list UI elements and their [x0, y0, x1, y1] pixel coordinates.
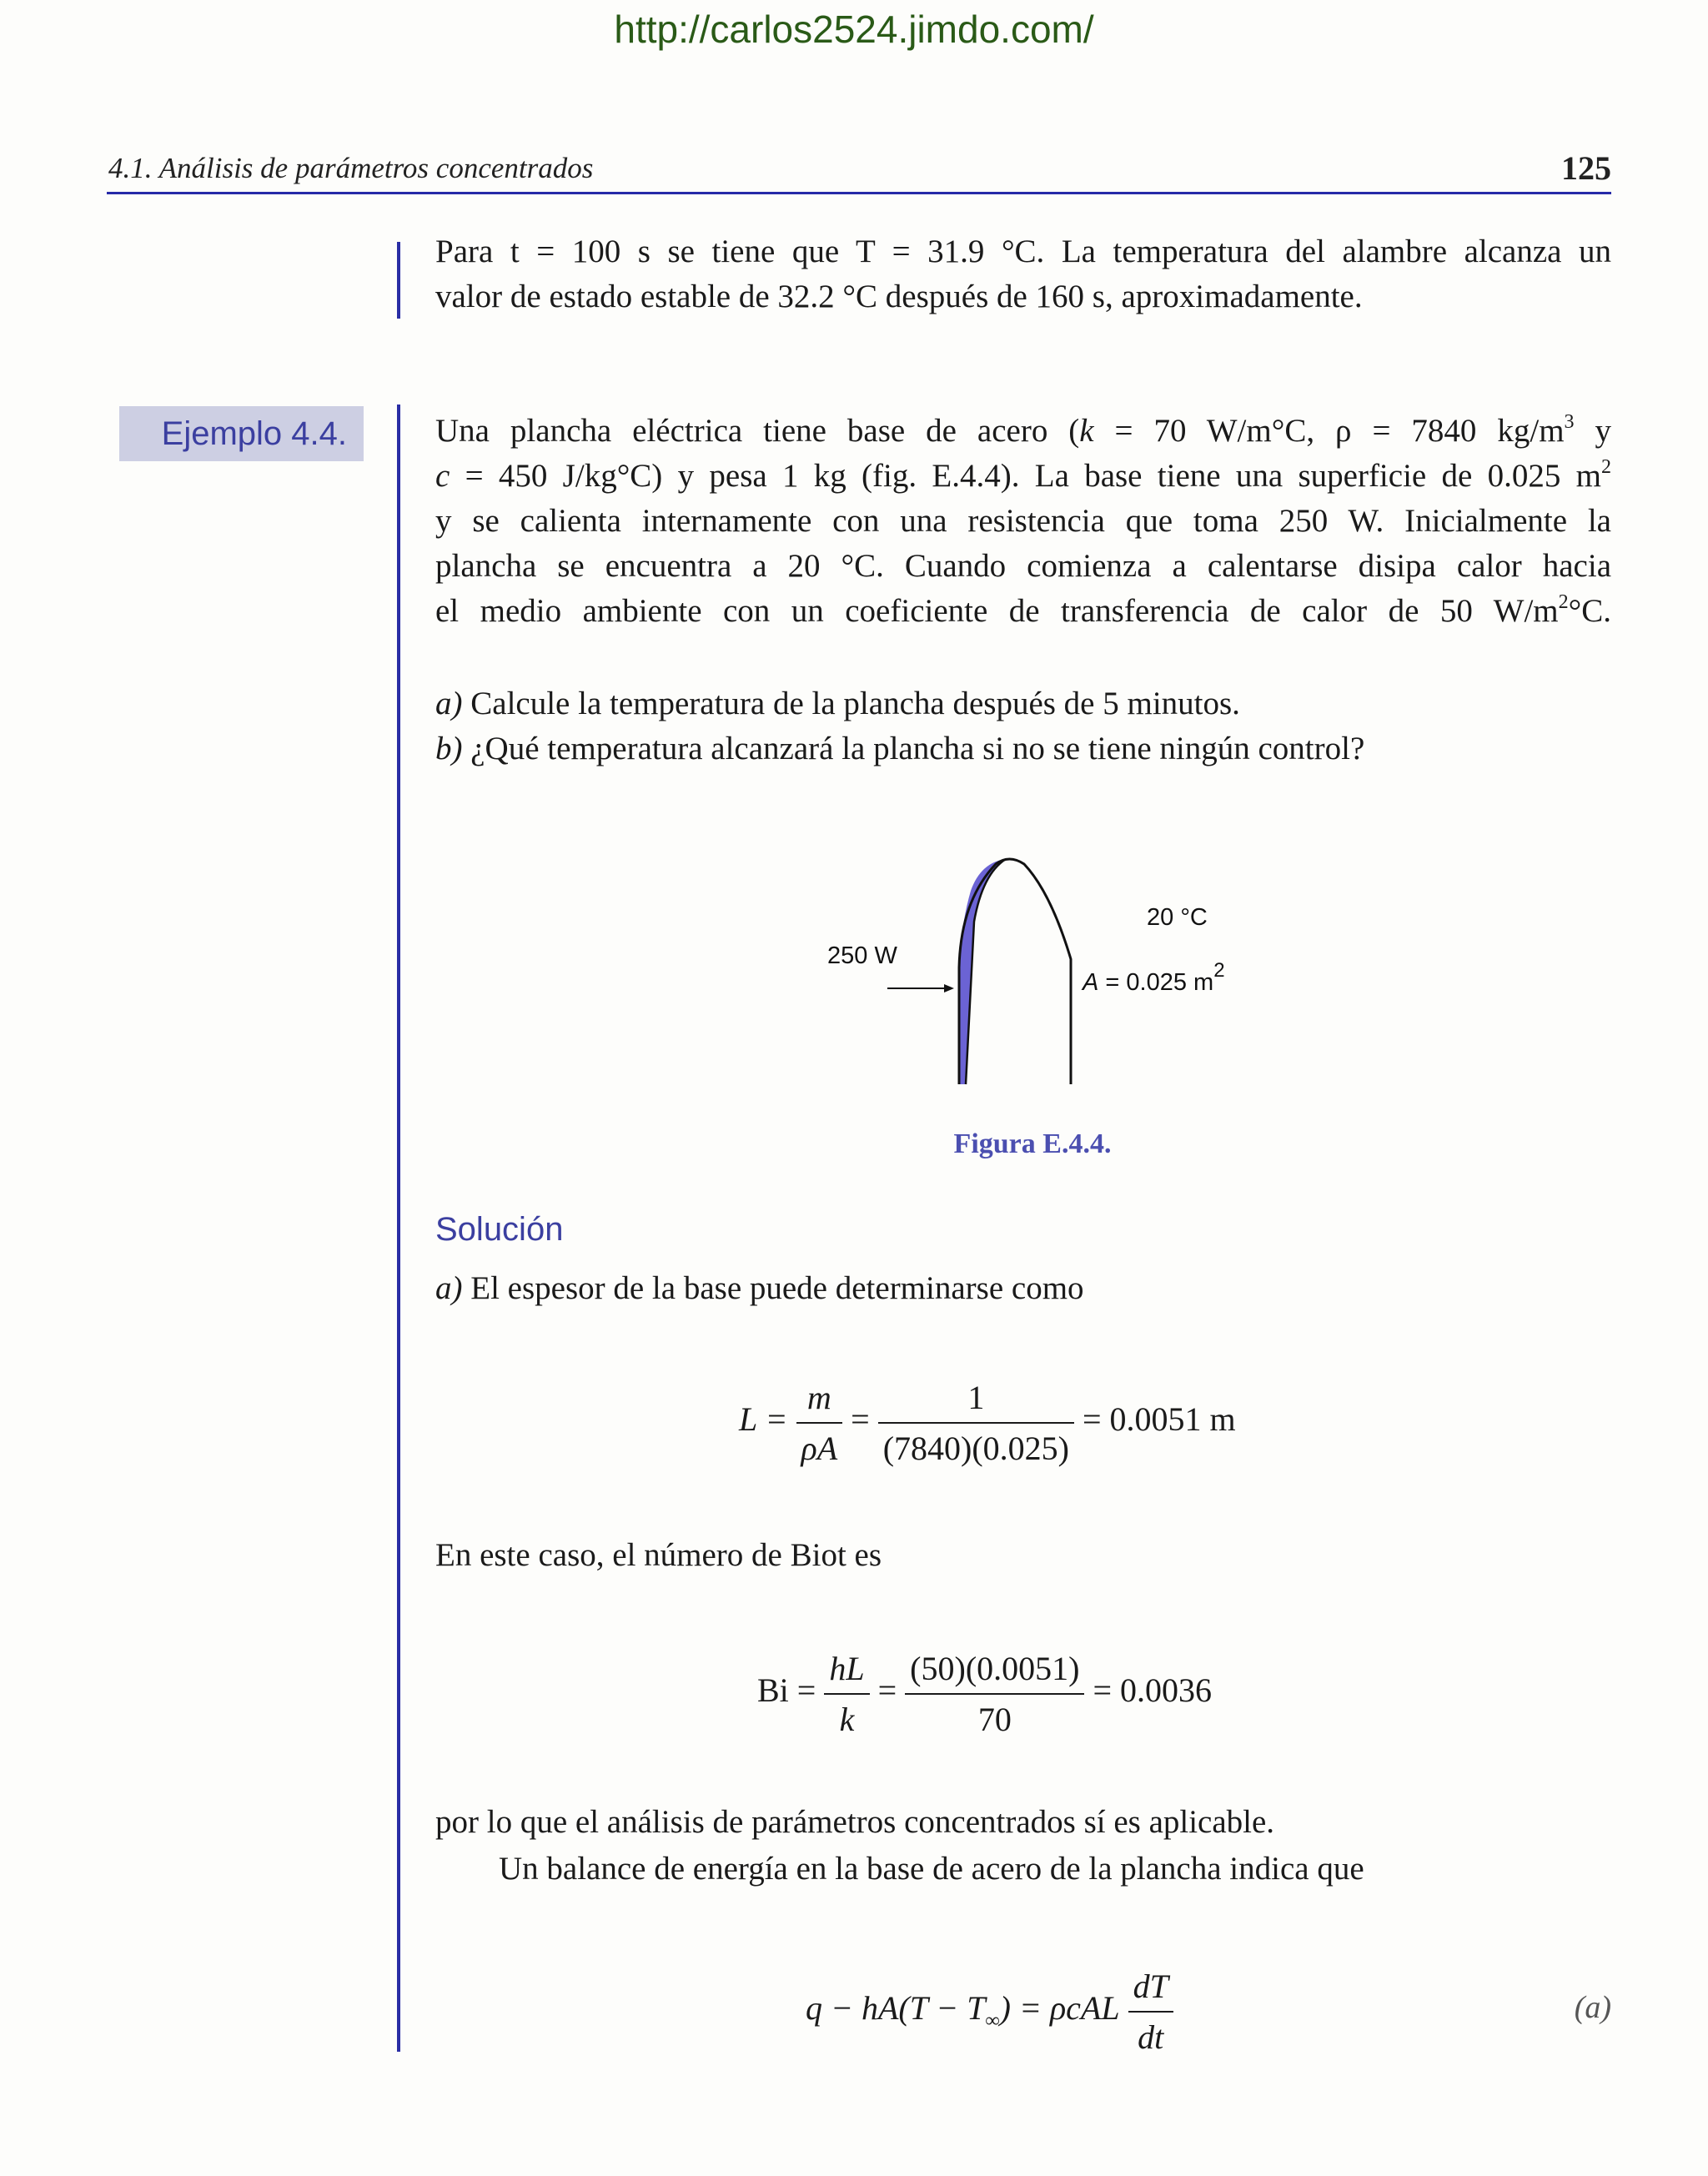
question-a: a) Calcule la temperatura de la plancha después de 5 minutos.: [435, 686, 1240, 721]
example-margin-bar: [397, 405, 400, 2052]
source-url[interactable]: http://carlos2524.jimdo.com/: [614, 8, 1094, 51]
fraction-numeric: $\frac{1}{(7840)(0.025)}$: [878, 1378, 1074, 1468]
fraction-m-over-rhoA: $\frac{m}{\rho A}$: [796, 1378, 843, 1468]
intro-line-1: Para t = 100 s se tiene que T = 31.9 °C. La temperatura del alambre alcanza un: [435, 234, 1611, 269]
area-label: A = 0.025 $m^2$: [1083, 959, 1225, 996]
biot-equation: Bi = $\frac{hL}{k}$ = $\frac{(50)(0.0051)}{70}$ = 0.0036: [757, 1650, 1213, 1738]
question-b: b) ¿Qué temperatura alcanzará la plancha si no se tiene ningún control?: [435, 731, 1365, 766]
fraction-dT-dt: $\frac{dT}{dt}$: [1128, 1967, 1173, 2057]
running-head: 4.1. Análisis de parámetros concentrados: [108, 152, 594, 184]
figure-iron-base: [817, 851, 1284, 1101]
example-label: Ejemplo 4.4.: [119, 406, 364, 461]
thickness-equation: L = $\frac{m}{\rho A}$ = $\frac{1}{(7840)(0.025)}$ = 0.0051 m: [739, 1379, 1236, 1467]
solution-a-text: a) El espesor de la base puede determinarse como: [435, 1270, 1084, 1306]
energy-balance-equation: $q - hA(T - T_\infty) = \rho cAL$ $\frac{dT}{dt}$: [806, 1967, 1173, 2057]
power-arrow-head: [944, 984, 954, 993]
power-label: 250 W: [827, 942, 897, 969]
statement-line-2: c = 450 J/kg°C) y pesa 1 kg (fig. E.4.4). La base tiene una superficie de 0.025 $m^2$: [435, 456, 1611, 494]
header-rule: [107, 192, 1611, 194]
statement-line-1: Una plancha eléctrica tiene base de acero (k = 70 W/m°C, ρ = 7840 $kg/m^3$ y: [435, 411, 1612, 449]
figure-caption: Figura E.4.4.: [953, 1128, 1112, 1159]
balance-text: Un balance de energía en la base de acero de la plancha indica que: [499, 1851, 1364, 1887]
margin-bar: [397, 242, 400, 319]
equation-label: (a): [1574, 1990, 1611, 2025]
statement-line-3: y se calienta internamente con una resistencia que toma 250 W. Inicialmente la: [435, 503, 1611, 539]
biot-intro: En este caso, el número de Biot es: [435, 1537, 882, 1573]
ambient-temp-label: 20 °C: [1147, 904, 1208, 931]
page-number: 125: [1561, 149, 1611, 187]
iron-outline: [959, 859, 1071, 1084]
intro-paragraph: [435, 229, 1611, 319]
statement-line-5: el medio ambiente con un coeficiente de transferencia de calor de 50 $W/m^2^\circ C$.: [435, 591, 1611, 629]
fraction-hL-over-k: $\frac{hL}{k}$: [824, 1649, 869, 1739]
solution-heading: Solución: [435, 1211, 564, 1248]
example-statement: [435, 409, 1611, 634]
fraction-biot-numeric: $\frac{(50)(0.0051)}{70}$: [905, 1649, 1084, 1739]
conclusion-text: por lo que el análisis de parámetros concentrados sí es aplicable.: [435, 1804, 1275, 1840]
intro-line-2: valor de estado estable de 32.2 °C después de 160 s, aproximadamente.: [435, 279, 1363, 314]
statement-line-4: plancha se encuentra a 20 °C. Cuando comienza a calentarse disipa calor hacia: [435, 548, 1611, 584]
